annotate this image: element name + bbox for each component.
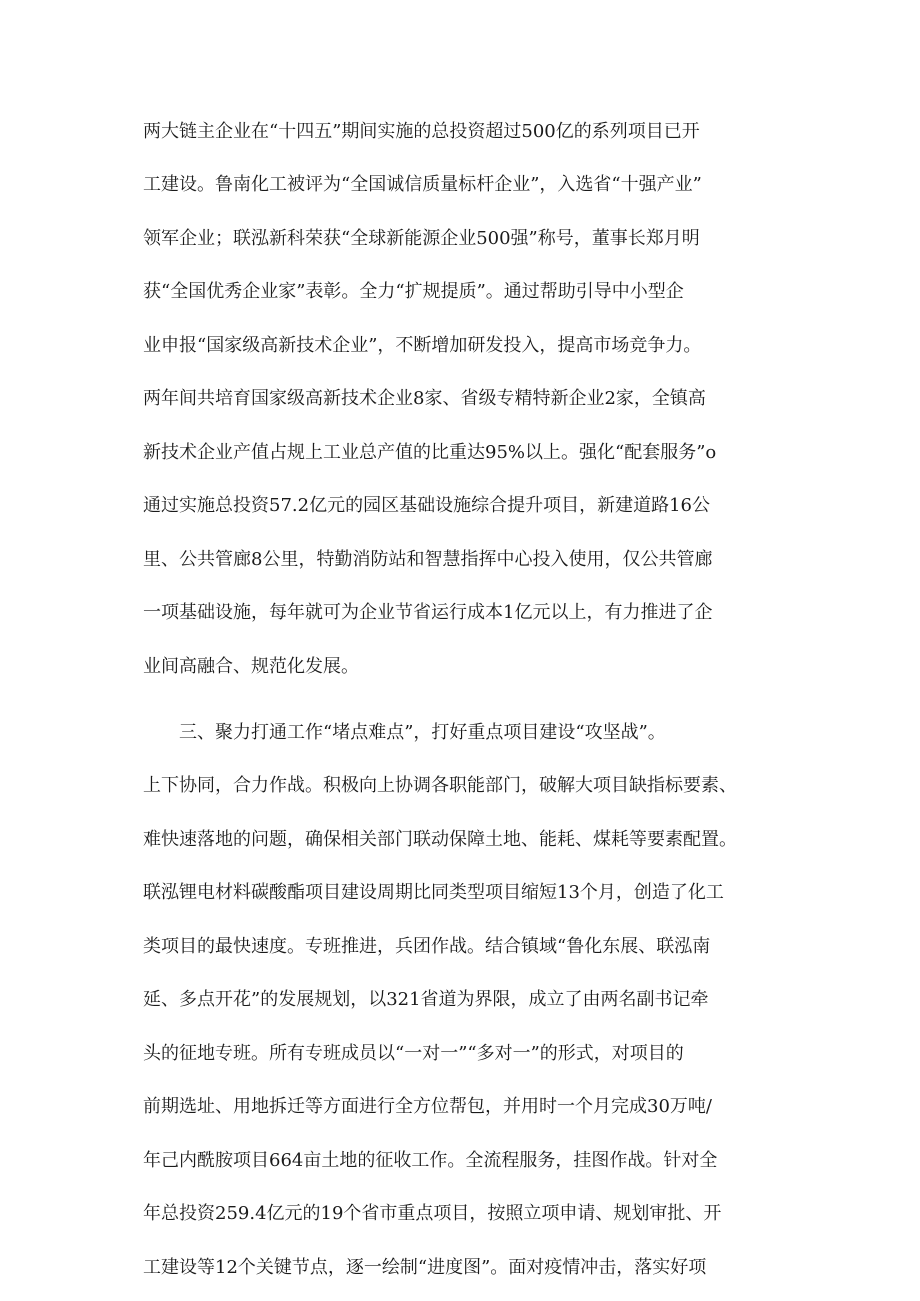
paragraph-line: 两大链主企业在“十四五”期间实施的总投资超过500亿的系列项目已开 xyxy=(143,121,700,142)
paragraph-line: 年己内酰胺项目664亩土地的征收工作。全流程服务，挂图作战。针对全 xyxy=(143,1150,718,1171)
paragraph-line: 业申报“国家级高新技术企业”，不断增加研发投入，提高市场竞争力。 xyxy=(143,335,702,356)
paragraph-line: 工建设等12个关键节点，逐一绘制“进度图”。面对疫情冲击，落实好项 xyxy=(143,1257,707,1278)
paragraph-line: 业间高融合、规范化发展。 xyxy=(143,656,359,677)
paragraph-line: 两年间共培育国家级高新技术企业8家、省级专精特新企业2家，全镇高 xyxy=(143,388,706,409)
paragraph-line: 新技术企业产值占规上工业总产值的比重达95%以上。强化“配套服务”o xyxy=(143,442,717,463)
paragraph-line: 里、公共管廊8公里，特勤消防站和智慧指挥中心投入使用，仅公共管廊 xyxy=(143,549,713,570)
paragraph-line: 类项目的最快速度。专班推进，兵团作战。结合镇域“鲁化东展、联泓南 xyxy=(143,936,711,957)
paragraph-line: 通过实施总投资57.2亿元的园区基础设施综合提升项目，新建道路16公 xyxy=(143,495,710,516)
paragraph-line: 获“全国优秀企业家”表彰。全力“扩规提质”。通过帮助引导中小型企 xyxy=(143,281,684,302)
section-heading: 三、聚力打通工作“堵点难点”，打好重点项目建设“攻坚战”。 xyxy=(179,722,666,743)
paragraph-line: 年总投资259.4亿元的19个省市重点项目，按照立项申请、规划审批、开 xyxy=(143,1203,722,1224)
paragraph-line: 头的征地专班。所有专班成员以“一对一”“多对一”的形式，对项目的 xyxy=(143,1043,684,1064)
paragraph-line: 上下协同，合力作战。积极向上协调各职能部门，破解大项目缺指标要素、 xyxy=(143,775,737,796)
paragraph-line: 领军企业；联泓新科荣获“全球新能源企业500强”称号，董事长郑月明 xyxy=(143,228,700,249)
paragraph-line: 联泓锂电材料碳酸酯项目建设周期比同类型项目缩短13个月，创造了化工 xyxy=(143,882,724,903)
paragraph-line: 延、多点开花”的发展规划，以321省道为界限，成立了由两名副书记牵 xyxy=(143,989,709,1010)
paragraph-line: 工建设。鲁南化工被评为“全国诚信质量标杆企业”，入选省“十强产业” xyxy=(143,174,702,195)
paragraph-line: 难快速落地的问题，确保相关部门联动保障土地、能耗、煤耗等要素配置。 xyxy=(143,829,737,850)
paragraph-line: 一项基础设施，每年就可为企业节省运行成本1亿元以上，有力推进了企 xyxy=(143,602,713,623)
paragraph-line: 前期选址、用地拆迁等方面进行全方位帮包，并用时一个月完成30万吨/ xyxy=(143,1096,712,1117)
